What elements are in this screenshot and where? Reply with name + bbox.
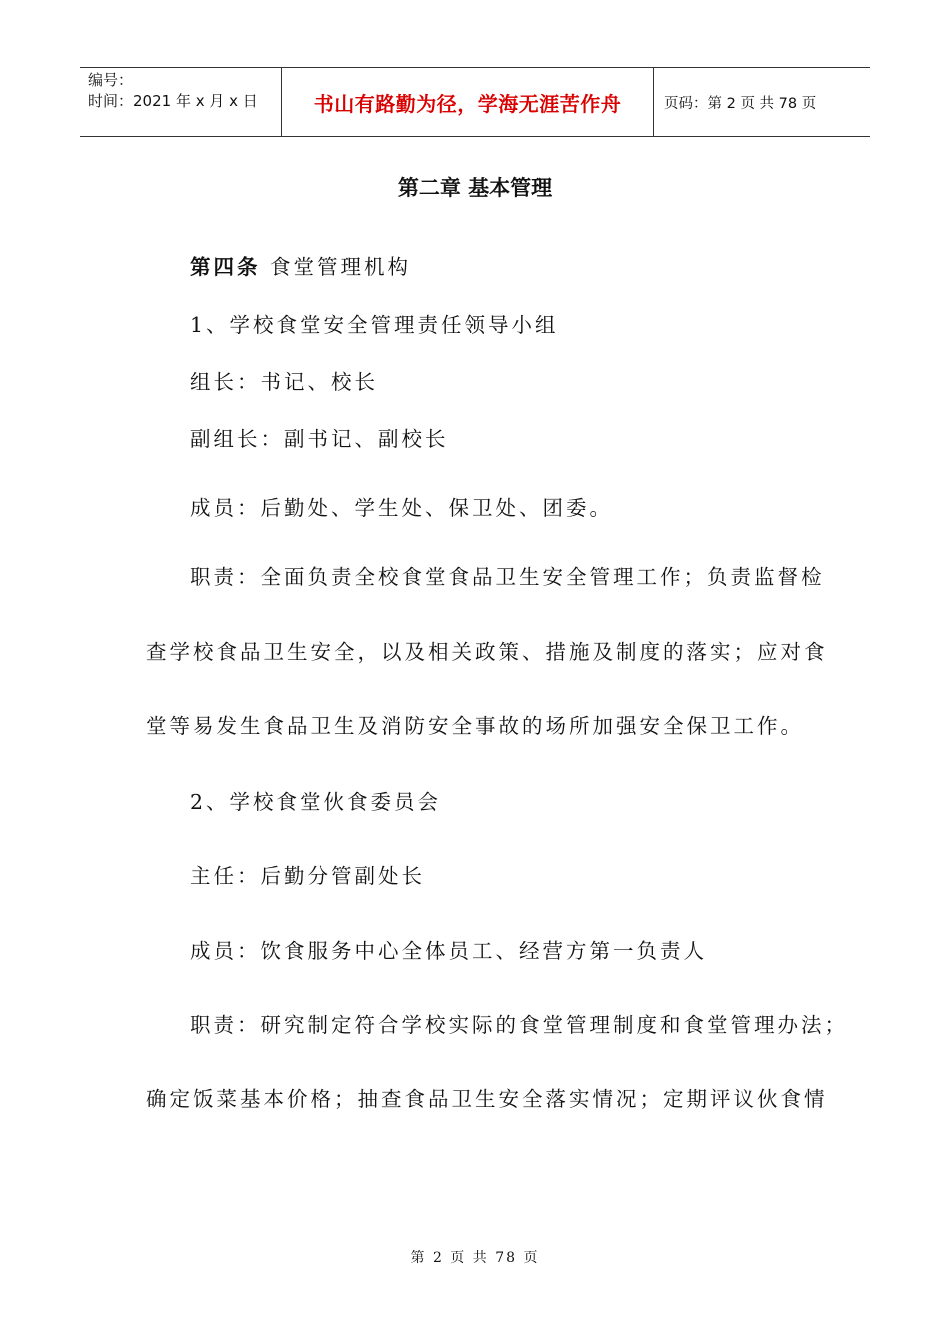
- section1-heading: 1、学校食堂安全管理责任领导小组: [190, 313, 559, 337]
- section2-duty-line1: 职责：研究制定符合学校实际的食堂管理制度和食堂管理办法；: [190, 1013, 848, 1037]
- article-label: 第四条: [190, 255, 261, 279]
- section2-heading: 2、学校食堂伙食委员会: [190, 790, 442, 814]
- time-label: 时间：2021 年 x 月 x 日: [88, 92, 258, 110]
- header-motto-cell: [282, 68, 654, 136]
- header-meta: [80, 68, 282, 136]
- header-page-info: 页码：第 2 页 共 78 页: [664, 95, 817, 112]
- section1-duty-line3: 堂等易发生食品卫生及消防安全事故的场所加强安全保卫工作。: [146, 714, 804, 738]
- section2-members: 成员：饮食服务中心全体员工、经营方第一负责人: [190, 939, 707, 963]
- article-title: 食堂管理机构: [270, 255, 412, 279]
- section2-director: 主任：后勤分管副处长: [190, 864, 425, 888]
- number-label: 编号：: [88, 71, 134, 89]
- page-footer: 第 2 页 共 78 页: [410, 1250, 540, 1266]
- section1-duty-line2: 查学校食品卫生安全，以及相关政策、措施及制度的落实；应对食: [146, 640, 828, 664]
- section1-duty-line1: 职责：全面负责全校食堂食品卫生安全管理工作；负责监督检: [190, 565, 825, 589]
- chapter-title: 第二章 基本管理: [397, 176, 553, 200]
- article-heading: [190, 250, 411, 280]
- section1-members: 成员：后勤处、学生处、保卫处、团委。: [190, 496, 613, 520]
- motto: 书山有路勤为径，学海无涯苦作舟: [313, 91, 622, 116]
- section2-duty-line2: 确定饭菜基本价格；抽查食品卫生安全落实情况；定期评议伙食情: [146, 1087, 828, 1111]
- section1-leader: 组长：书记、校长: [190, 370, 378, 394]
- section1-deputy: 副组长：副书记、副校长: [190, 427, 449, 451]
- page-header: [80, 67, 870, 137]
